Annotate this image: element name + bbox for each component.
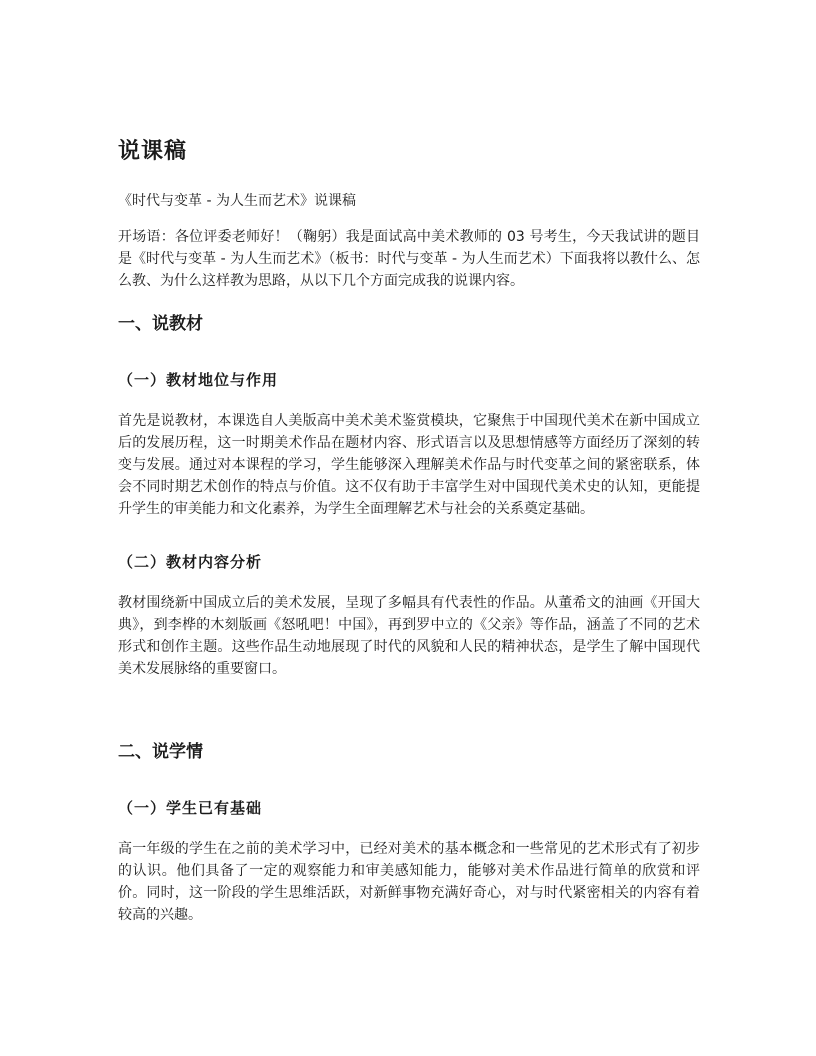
subsection-heading-textbook-content: （二）教材内容分析 — [118, 553, 263, 571]
section-heading-textbook: 一、说教材 — [118, 314, 203, 334]
paragraph-textbook-content: 教材围绕新中国成立后的美术发展，呈现了多幅具有代表性的作品。从董希文的油画《开国大典》，到李桦的木刻版画《怒吼吧！中国》，再到罗中立的《父亲》等作品，涵盖了不同的艺术形式和创作主题。这些作品生动地展现了时代的风貌和人民的精神状态，是学生了解中国现代美术发展脉络的重要窗口。 — [118, 595, 700, 677]
paragraph-textbook-role: 首先是说教材，本课选自人美版高中美术美术鉴赏模块，它聚焦于中国现代美术在新中国成立后的发展历程，这一时期美术作品在题材内容、形式语言以及思想情感等方面经历了深刻的转变与发展。通过对本课程的学习，学生能够深入理解美术作品与时代变革之间的紧密联系，体会不同时期艺术创作的特点与价值。这不仅有助于丰富学生对中国现代美术史的认知，更能提升学生的审美能力和文化素养，为学生全面理解艺术与社会的关系奠定基础。 — [118, 413, 700, 517]
document-subtitle: 《时代与变革 - 为人生而艺术》说课稿 — [118, 193, 356, 209]
document-page — [118, 136, 700, 926]
opening-paragraph: 开场语：各位评委老师好！（鞠躬）我是面试高中美术教师的 03 号考生，今天我试讲的题目是《时代与变革 - 为人生而艺术》（板书：时代与变革 - 为人生而艺术）下面我将以教什么、怎么教、为什么这样教为思路，从以下几个方面完成我的说课内容。 — [118, 229, 700, 289]
section-heading-students: 二、说学情 — [118, 742, 203, 762]
document-title: 说课稿 — [118, 139, 188, 164]
paragraph-student-basis: 高一年级的学生在之前的美术学习中，已经对美术的基本概念和一些常见的艺术形式有了初步的认识。他们具备了一定的观察能力和审美感知能力，能够对美术作品进行简单的欣赏和评价。同时，这一阶段的学生思维活跃，对新鲜事物充满好奇心，对与时代紧密相关的内容有着较高的兴趣。 — [118, 841, 700, 923]
subsection-heading-student-basis: （一）学生已有基础 — [118, 799, 263, 817]
subsection-heading-textbook-role: （一）教材地位与作用 — [118, 371, 279, 389]
